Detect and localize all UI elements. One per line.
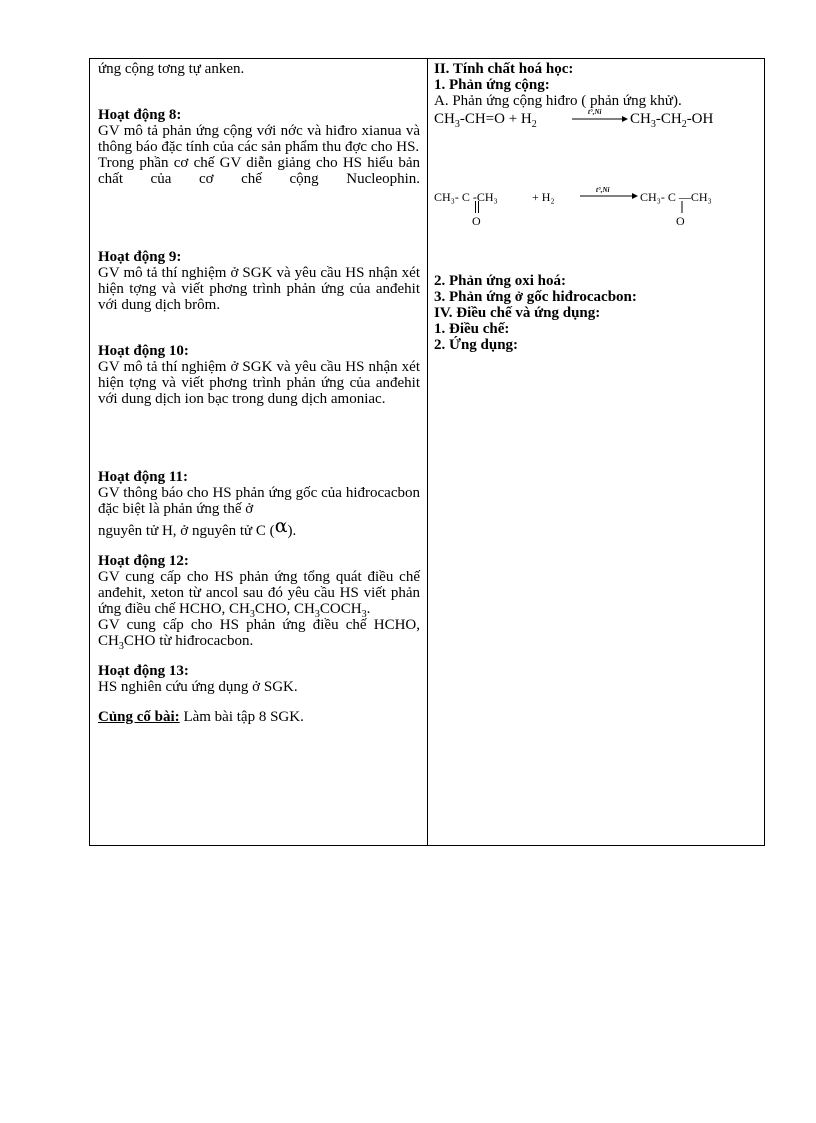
hd12-formula-c: COCH (319, 601, 362, 617)
hd12-formula-b: CHO, CH (254, 601, 315, 617)
reaction-2-lhs: CH₃- C -CH₃ (434, 190, 498, 204)
sub-3: 3 (361, 609, 367, 620)
reaction-1-rhs (630, 111, 714, 130)
subsection-1a-text: A. Phản ứng cộng hiđro ( phản ứng khử). (434, 93, 682, 109)
cungco-label: Củng cố bài: (98, 709, 180, 725)
hd10-title: Hoạt động 10: (98, 343, 189, 359)
hd8-text-2: Trong phần cơ chế GV diễn giảng cho HS hiểu bản chất của cơ chế cộng Nucleophin. (98, 155, 420, 187)
sub-3: 3 (454, 119, 460, 130)
hd8-title: Hoạt động 8: (98, 107, 182, 123)
content-table (89, 58, 765, 846)
hd12-text-2a: GV cung cấp cho HS phản ứng điều chế HCHO, CH (98, 617, 420, 649)
hd10-text: GV mô tả thí nghiệm ở SGK và yêu cầu HS nhận xét hiện tợng và viết phơng trình phản ứng của anđehit với dung dịch ion bạc trong dung dịch amoniac. (98, 359, 420, 407)
hd13-title: Hoạt động 13: (98, 663, 189, 679)
reaction-2-condition: t°,Ni (596, 186, 610, 194)
reaction-1-condition: t°,Ni (588, 108, 602, 116)
section-4-title: IV. Điều chế và ứng dụng: (434, 305, 601, 321)
hd12-text-1 (98, 569, 420, 620)
reaction-2 (434, 186, 760, 233)
section-2-title: II. Tính chất hoá học: (434, 61, 574, 77)
sub-3: 3 (314, 609, 320, 620)
rx1-rhs-ch2: -CH (655, 111, 682, 127)
hd12-text-2b: CHO từ hiđrocacbon. (123, 633, 254, 649)
rx1-rhs-ch: CH (630, 111, 651, 127)
hd12-text-2 (98, 617, 420, 652)
hd11-text-2b: ). (287, 523, 297, 539)
subsection-4-2-title: 2. Ứng dụng: (434, 337, 519, 353)
reaction-2-rhs: CH₃- C —CH₃ (640, 190, 712, 204)
reaction-2-arrow (580, 192, 638, 200)
subsection-4-1-title: 1. Điều chế: (434, 321, 510, 337)
subsection-3-title: 3. Phản ứng ở gốc hiđrocacbon: (434, 289, 637, 305)
rx1-lhs-rest: -CH=O + H (459, 111, 532, 127)
sub-3: 3 (249, 609, 255, 620)
hd11-title: Hoạt động 11: (98, 469, 189, 485)
hd9-title: Hoạt động 9: (98, 249, 182, 265)
reaction-1-arrow (572, 115, 628, 123)
hd8-text-1: GV mô tả phản ứng cộng với nớc và hiđro xianua và thông báo đặc tính của các sản phẩm thu đợc cho HS. (98, 123, 420, 155)
hd12-period: . (366, 601, 371, 617)
reaction-2-oxygen-lhs: O (472, 214, 481, 228)
alpha-symbol: α (274, 515, 288, 537)
hd12-formula-a: HCHO, CH (179, 601, 250, 617)
sub-2: 2 (681, 119, 687, 130)
right-column (434, 61, 760, 353)
column-divider (427, 59, 428, 845)
hd11-text: GV thông báo cho HS phản ứng gốc của hiđrocacbon đặc biệt là phản ứng thế ở (98, 485, 420, 517)
rx1-rhs-oh: -OH (686, 111, 714, 127)
subsection-1-title: 1. Phản ứng cộng: (434, 77, 550, 93)
hd11-text-2 (98, 515, 420, 539)
hd12-text-1a: GV cung cấp cho HS phản ứng tổng quát điều chế anđehit, xeton từ ancol sau đó yêu cầu HS viết phản ứng điều chế (98, 569, 420, 617)
sub-3: 3 (650, 119, 656, 130)
hd13-text: HS nghiên cứu ứng dụng ở SGK. (98, 679, 298, 695)
reaction-1 (434, 109, 760, 131)
hd9-text: GV mô tả thí nghiệm ở SGK và yêu cầu HS nhận xét hiện tợng và viết phơng trình phản ứng của anđehit với dung dịch brôm. (98, 265, 420, 313)
hd12-title: Hoạt động 12: (98, 553, 189, 569)
cungco-line (98, 709, 420, 725)
subsection-2-title: 2. Phản ứng oxi hoá: (434, 273, 566, 289)
reaction-1-lhs (434, 111, 537, 130)
sub-3: 3 (118, 641, 124, 652)
cungco-text: Làm bài tập 8 SGK. (179, 709, 304, 725)
left-column (98, 61, 420, 725)
sub-2: 2 (531, 119, 537, 130)
hd11-text-2a: nguyên tử H, ở nguyên tử C ( (98, 523, 275, 539)
reaction-2-plus: + H₂ (532, 190, 555, 204)
reaction-2-oxygen-rhs: O (676, 214, 685, 228)
intro-text: ứng cộng tơng tự anken. (98, 61, 245, 77)
rx1-ch: CH (434, 111, 455, 127)
